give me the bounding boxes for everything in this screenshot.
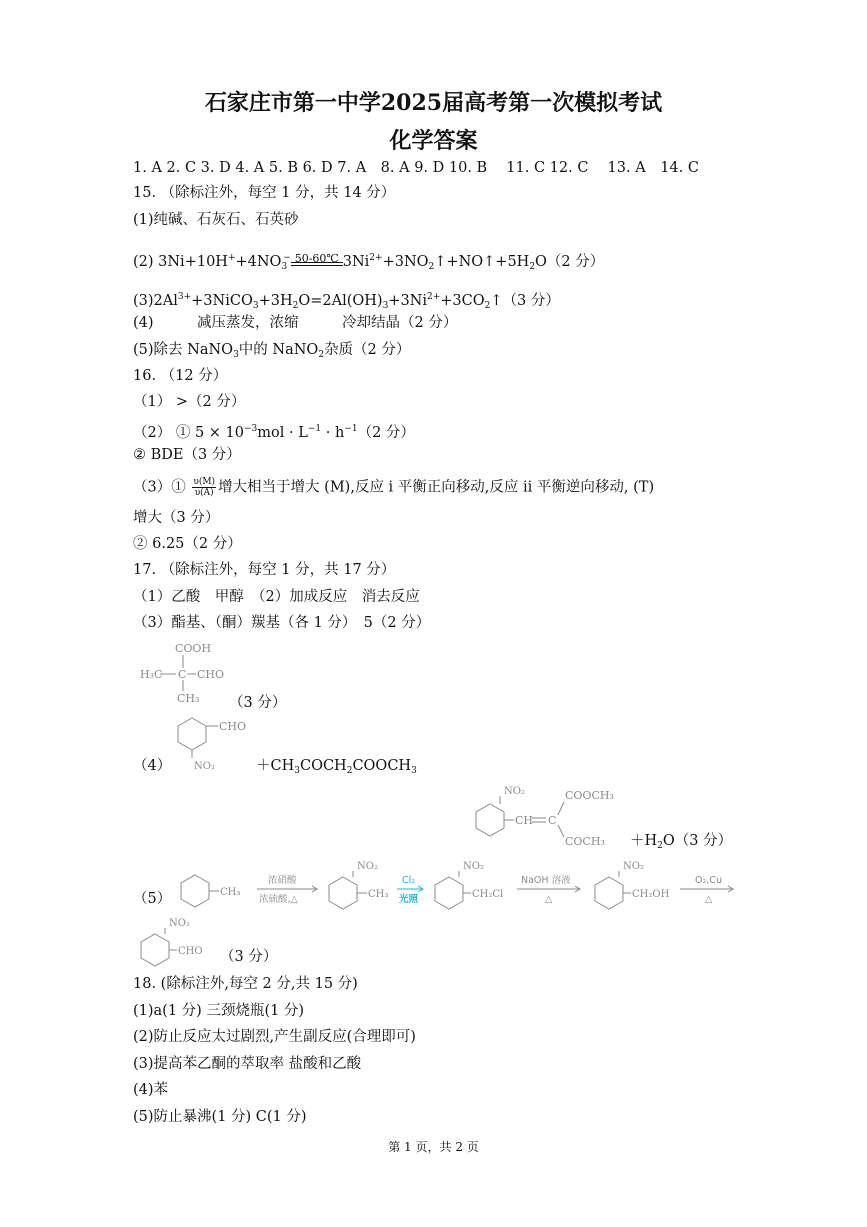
- ch3-label: CH₃: [177, 692, 200, 705]
- svg-text:NO₂: NO₂: [623, 861, 644, 872]
- svg-text:CHO: CHO: [219, 720, 247, 733]
- svg-text:CHO: CHO: [178, 946, 203, 957]
- rate-fraction: $\frac{\upsilon(M)}{\upsilon(A)}$: [193, 477, 216, 498]
- svg-text:NO₂: NO₂: [357, 861, 378, 872]
- svg-text:浓硫酸,△: 浓硫酸,△: [259, 894, 298, 905]
- q17-p4-label: （4）: [133, 758, 172, 774]
- structure-final-product: [135, 912, 225, 972]
- q18-p3: (3)提高苯乙酮的萃取率 盐酸和乙酸: [133, 1056, 362, 1072]
- q15-p2: (2) $3Ni+10H^++4NO_3^-$ 50-60℃ $3Ni^{2+}+3NO_2↑+NO↑+5H_2O(2$ 分）: [133, 252, 605, 272]
- q16-p3: （3）① $\frac{\upsilon(M)}{\upsilon(A)}$ 增大相当于增大 (M),反应 i 平衡正向移动,反应 ii 平衡逆向移动, (T): [133, 477, 655, 498]
- reaction-condition: 50-60℃: [294, 252, 339, 265]
- svg-text:△: △: [545, 894, 553, 905]
- q15-p4: (4) 减压蒸发，浓缩 冷却结晶（2 分）: [133, 315, 458, 331]
- structure-nitrobenzaldehyde: [170, 710, 270, 772]
- q16-p3-2: ② 6.25（2 分）: [133, 536, 242, 552]
- svg-text:NaOH 溶液: NaOH 溶液: [521, 875, 571, 886]
- svg-text:COOCH₃: COOCH₃: [565, 789, 614, 802]
- svg-text:COCH₃: COCH₃: [565, 835, 605, 848]
- cooh-label: COOH: [175, 642, 212, 655]
- svg-text:NO₂: NO₂: [194, 761, 215, 772]
- h3c-label: H₃C: [140, 668, 163, 681]
- q17-p4-product: $+H_2O(3$ 分）: [630, 833, 733, 851]
- q18-header: 18. (除标注外,每空 2 分,共 15 分): [133, 976, 358, 992]
- central-carbon: C: [178, 668, 187, 681]
- svg-text:NO₂: NO₂: [463, 861, 484, 872]
- svg-text:△: △: [705, 894, 713, 905]
- q17-p4-reactant: $+CH_3COCH_2COOCH_3$: [256, 758, 417, 776]
- q15-p5: (5)除去 NaNO$_3$中的 NaNO$_2$杂质（2 分）: [133, 342, 411, 360]
- page-footer: 第 1 页，共 2 页: [388, 1140, 479, 1154]
- q17-p1: （1）乙酸 甲醇 （2）加成反应 消去反应: [133, 589, 420, 605]
- svg-text:光照: 光照: [399, 894, 419, 905]
- svg-text:Cl₂: Cl₂: [402, 875, 416, 886]
- svg-text:NO₂: NO₂: [504, 786, 525, 797]
- mc-answers: 1. A 2. C 3. D 4. A 5. B 6. D 7. A 8. A 9. D 10. B 11. C 12. C 13. A 14. C: [133, 160, 699, 176]
- cho-label: CHO: [197, 668, 225, 681]
- svg-text:O₂,Cu: O₂,Cu: [695, 875, 722, 886]
- page-subtitle: 化学答案: [389, 128, 478, 154]
- q16-p3-cont: 增大（3 分）: [133, 510, 220, 526]
- svg-text:CH₃: CH₃: [220, 887, 241, 898]
- q16-p2-2: ② BDE（3 分）: [133, 447, 241, 463]
- svg-text:CH₂Cl: CH₂Cl: [472, 889, 504, 900]
- q16-p1: （1） >（2 分）: [133, 394, 246, 410]
- page-title: 石家庄市第一中学2025届高考第一次模拟考试: [204, 90, 663, 116]
- svg-text:C: C: [548, 814, 557, 827]
- q17-header: 17. （除标注外，每空 1 分，共 17 分）: [133, 562, 396, 578]
- q17-s1-score: （3 分）: [229, 695, 287, 711]
- q18-p1: (1)a(1 分) 三颈烧瓶(1 分): [133, 1003, 305, 1019]
- q15-p1: (1)纯碱、石灰石、石英砂: [133, 212, 299, 228]
- svg-text:NO₂: NO₂: [169, 918, 190, 929]
- q16-p2: （2） ① $5 \times 10^{-3}mol \cdot L^{-1} \cdot h^{-1}(2$ 分）: [133, 424, 415, 441]
- svg-text:CH: CH: [515, 814, 534, 827]
- svg-text:浓硝酸: 浓硝酸: [268, 875, 297, 886]
- q16-header: 16. （12 分）: [133, 368, 228, 384]
- svg-text:CH₃: CH₃: [368, 889, 389, 900]
- q18-p5: (5)防止暴沸(1 分) C(1 分): [133, 1109, 307, 1125]
- structure-condensation-product: [470, 782, 630, 852]
- q18-p4: (4)苯: [133, 1082, 169, 1098]
- q17-s5-score: （3 分）: [220, 949, 278, 965]
- synthesis-route: [175, 853, 735, 913]
- q18-p2: (2)防止反应太过剧烈,产生副反应(合理即可): [133, 1029, 416, 1045]
- q17-p3: （3）酯基、（酮）羰基（各 1 分） 5（2 分）: [133, 615, 431, 631]
- q17-p5-label: （5）: [133, 891, 172, 907]
- q15-p3: $(3)2Al^{3+}+3NiCO_3+3H_2O=2Al(OH)_3+3Ni^{2+}+3CO_2↑(3$ 分）: [133, 292, 560, 311]
- q15-header: 15. （除标注外，每空 1 分，共 14 分）: [133, 185, 396, 201]
- svg-text:CH₂OH: CH₂OH: [632, 889, 670, 900]
